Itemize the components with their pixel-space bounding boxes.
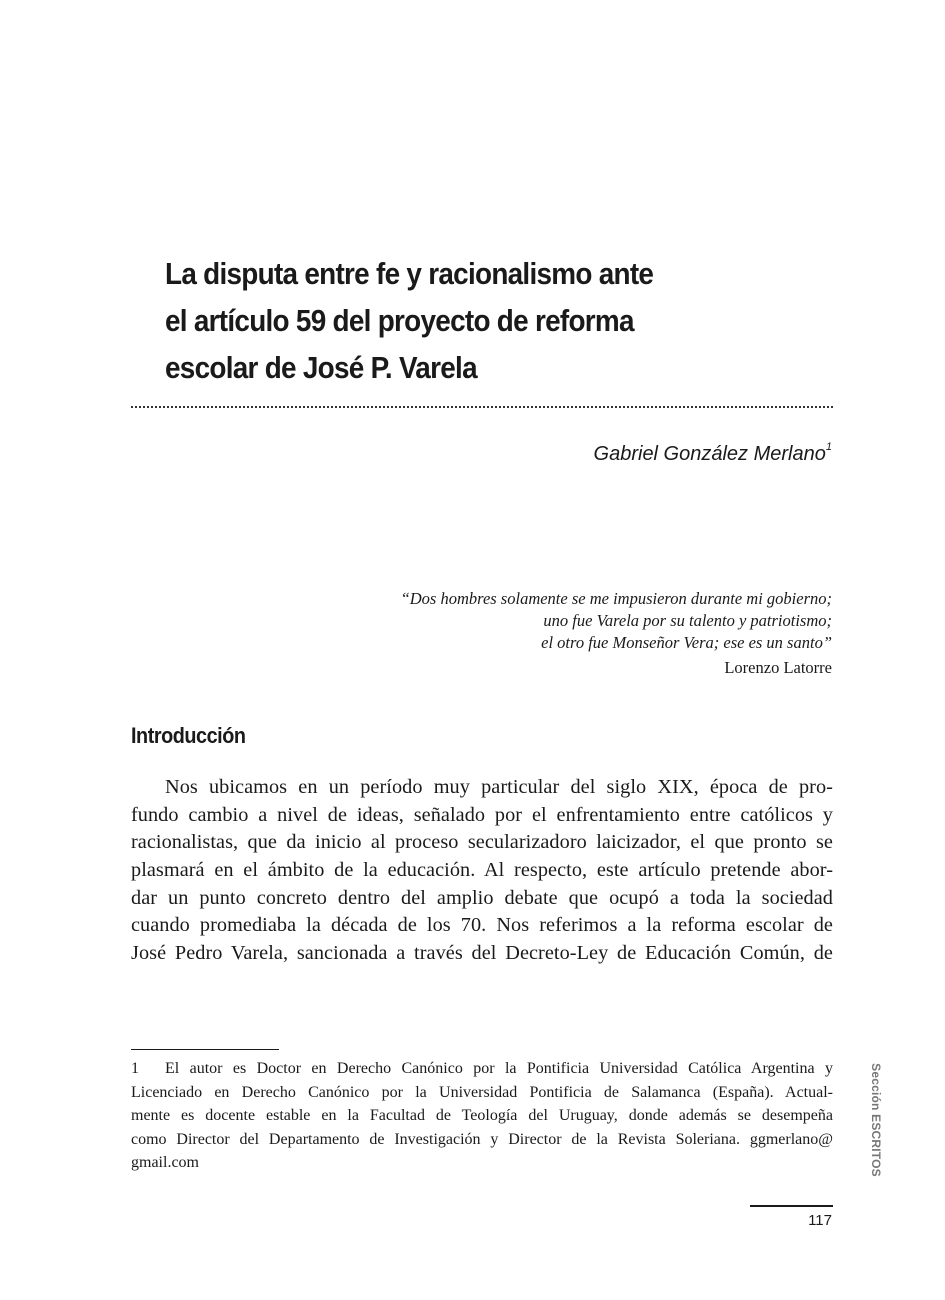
title-line: escolar de José P. Varela xyxy=(165,350,477,385)
body-line: cuando promediaba la década de los 70. Nos referimos a la reforma escolar de xyxy=(131,914,833,937)
epigraph-line: el otro fue Monseñor Vera; ese es un santo” xyxy=(541,633,832,652)
body-line: José Pedro Varela, sancionada a través del Decreto-Ley de Educación Común, de xyxy=(131,942,833,965)
epigraph-line: “Dos hombres solamente se me impusieron durante mi gobierno; xyxy=(400,589,832,608)
section-side-label: Sección ESCRITOS xyxy=(869,1063,883,1177)
epigraph-attribution: Lorenzo Latorre xyxy=(724,658,832,677)
title-line: el artículo 59 del proyecto de reforma xyxy=(165,303,634,338)
footnote-line: mente es docente estable en la Facultad de Teología del Uruguay, donde además se desempeña xyxy=(131,1107,833,1124)
title-divider xyxy=(131,406,833,408)
article-title xyxy=(165,250,741,391)
section-heading: Introducción xyxy=(131,723,246,748)
body-line: plasmará en el ámbito de la educación. Al respecto, este artículo pretende abor- xyxy=(131,859,833,882)
page-number-rule xyxy=(750,1205,833,1207)
footnote-line xyxy=(131,1057,833,1081)
title-line: La disputa entre fe y racionalismo ante xyxy=(165,256,654,291)
epigraph-line: uno fue Varela por su talento y patriotismo; xyxy=(543,611,832,630)
footnote-line: gmail.com xyxy=(131,1154,199,1171)
footnote-line: Licenciado en Derecho Canónico por la Universidad Pontificia de Salamanca (España). Actual- xyxy=(131,1083,833,1101)
epigraph xyxy=(401,588,832,679)
author-footnote-mark: 1 xyxy=(825,441,832,453)
body-line: racionalistas, que da inicio al proceso secularizadoro laicizador, el que pronto se xyxy=(131,831,833,854)
author-byline xyxy=(594,443,832,466)
page-number: 117 xyxy=(808,1212,832,1229)
footnote xyxy=(131,1057,833,1175)
footnote-rule xyxy=(131,1049,279,1050)
body-line: dar un punto concreto dentro del amplio debate que ocupó a toda la sociedad xyxy=(131,886,833,909)
body-line: Nos ubicamos en un período muy particular del siglo XIX, época de pro- xyxy=(165,776,833,798)
footnote-text: El autor es Doctor en Derecho Canónico por la Pontificia Universidad Católica Argentina y xyxy=(165,1060,833,1077)
body-paragraph xyxy=(131,774,833,968)
footnote-number: 1 xyxy=(131,1060,139,1077)
footnote-line: como Director del Departamento de Investigación y Director de la Revista Soleriana. ggmerlano@ xyxy=(131,1130,833,1148)
body-line: fundo cambio a nivel de ideas, señalado por el enfrentamiento entre católicos y xyxy=(131,803,833,826)
author-name: Gabriel González Merlano xyxy=(593,443,826,465)
